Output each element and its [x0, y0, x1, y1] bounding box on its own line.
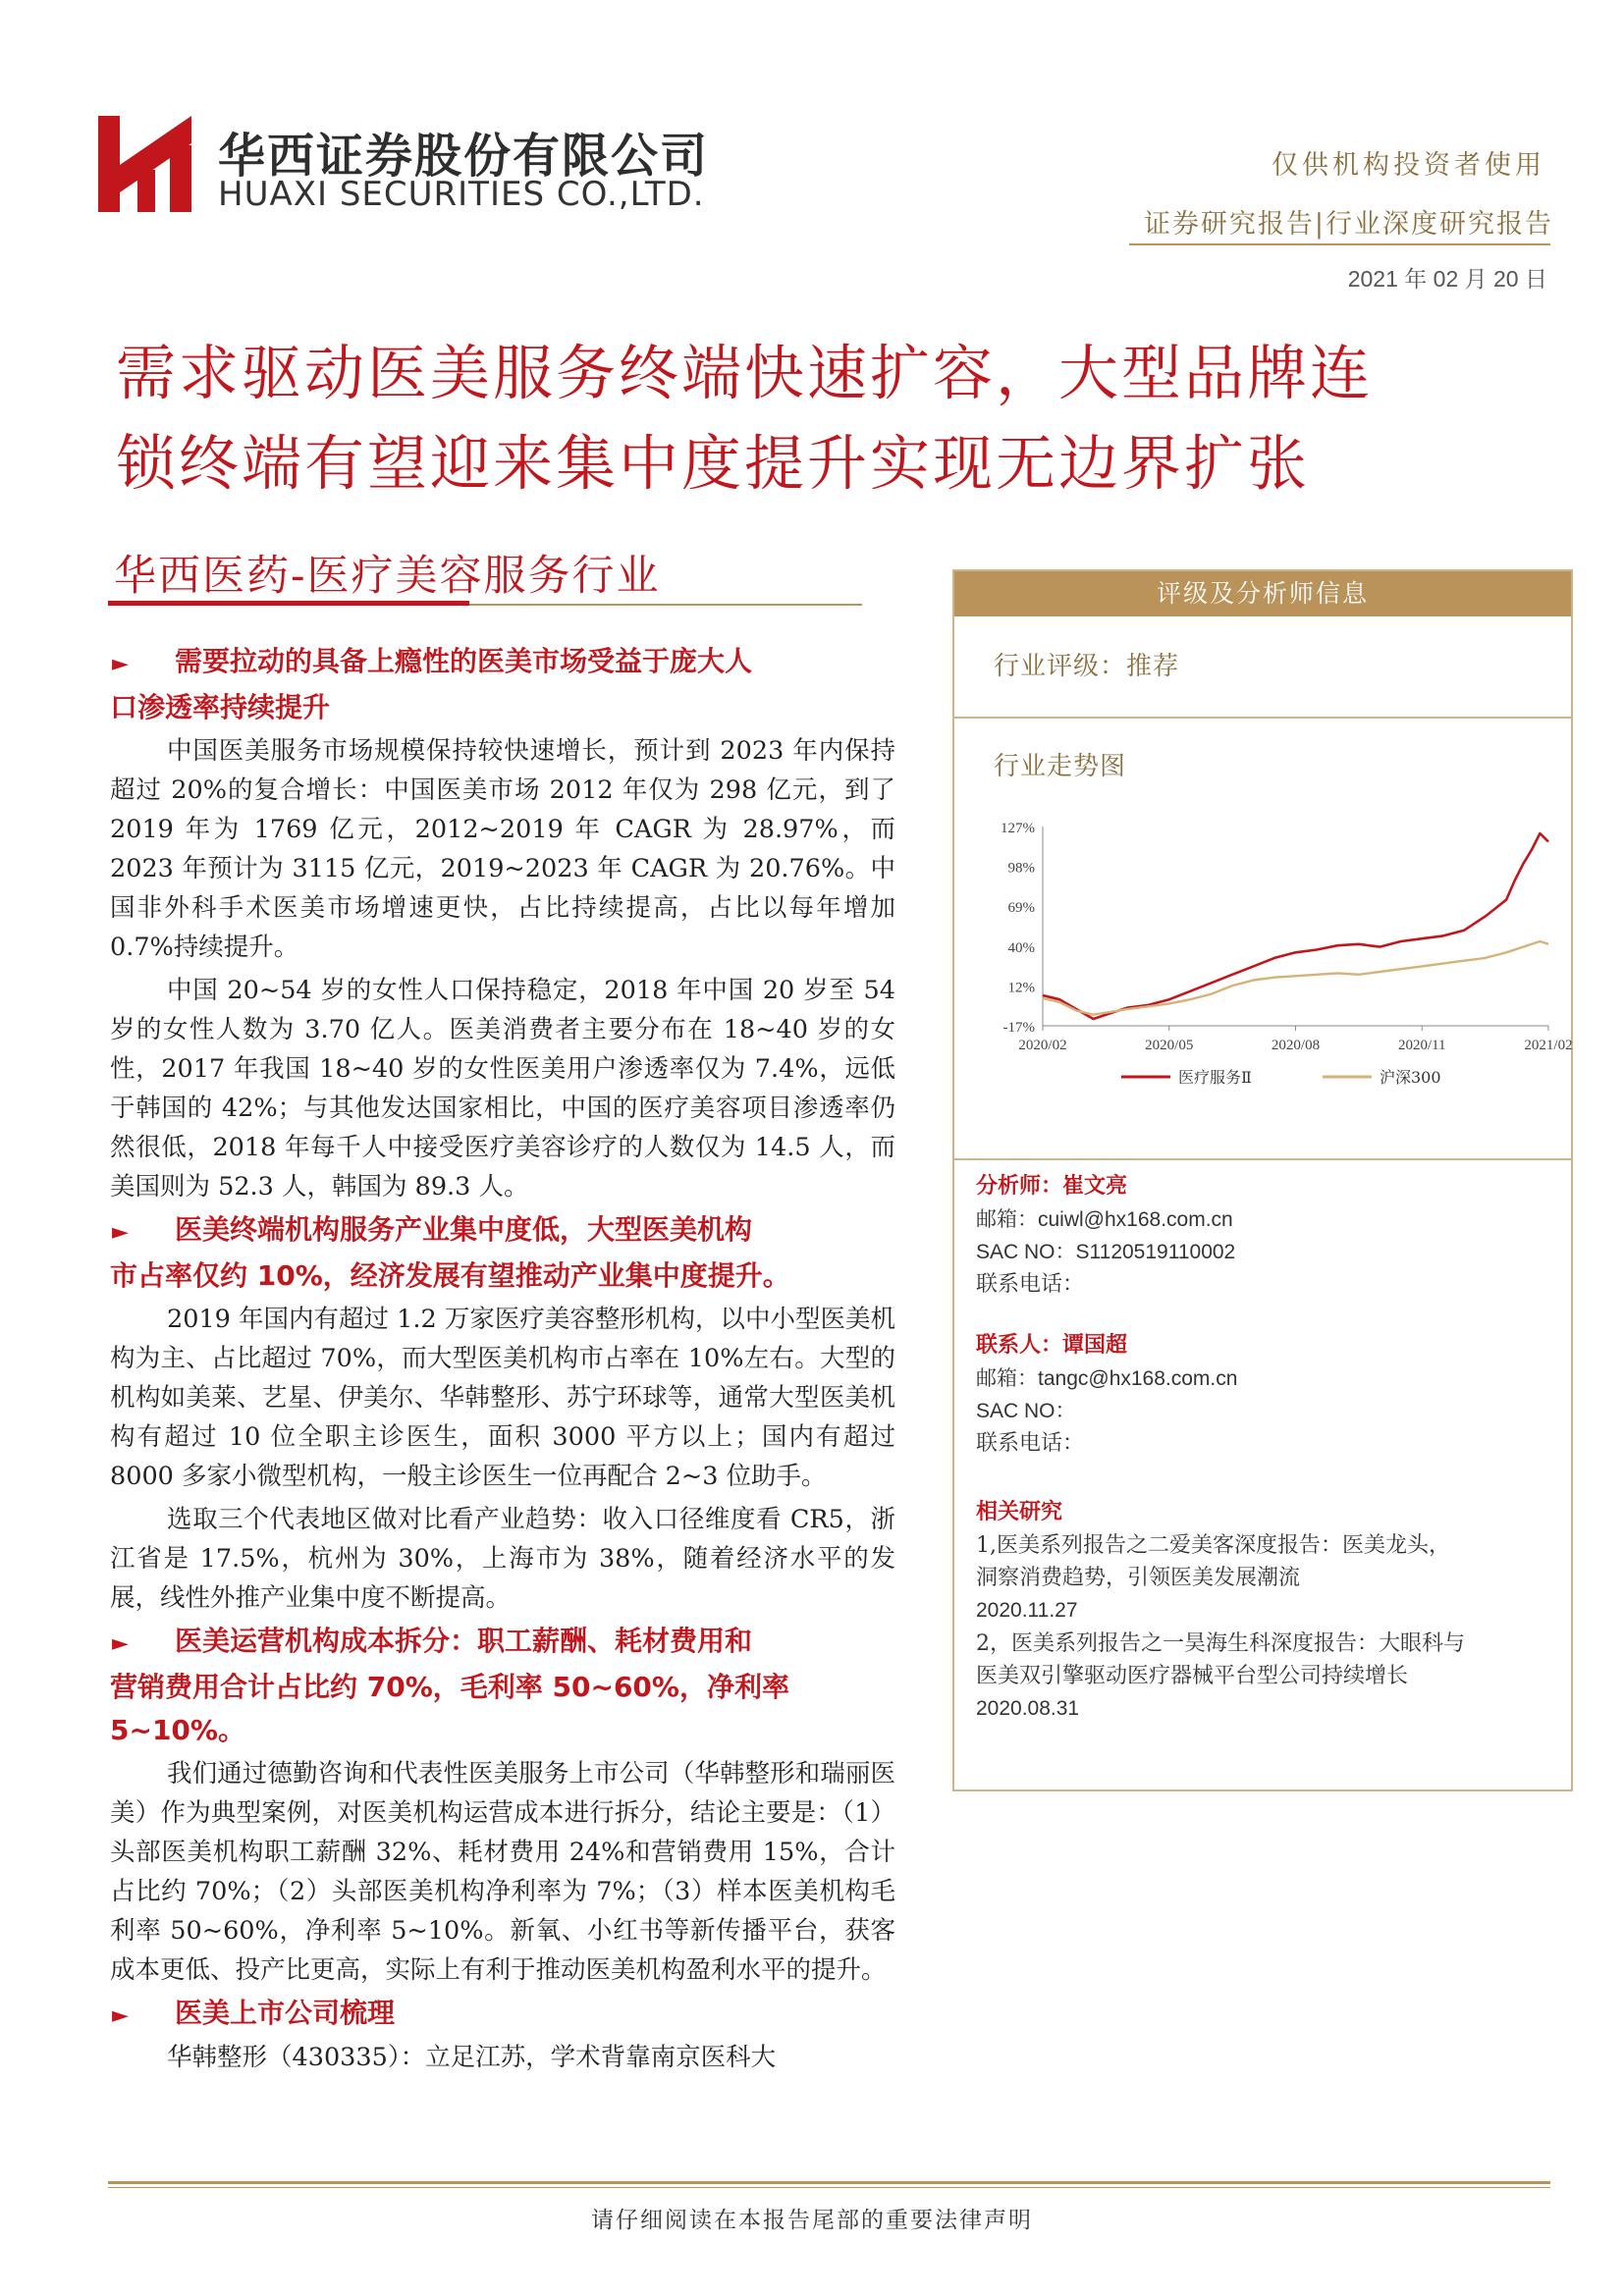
section-underline-red: [108, 601, 469, 606]
industry-trend-chart: [974, 807, 1573, 1106]
analyst-phone: 联系电话：: [976, 1272, 1085, 1297]
related-report-1-line-1[interactable]: 1,医美系列报告之二爱美客深度报告：医美龙头，: [976, 1533, 1450, 1558]
x-tick-label: 2020/05: [1145, 1038, 1194, 1053]
analyst-email[interactable]: 邮箱：cuiwl@hx168.com.cn: [976, 1208, 1233, 1231]
header-divider: [1129, 243, 1550, 245]
key-point-3-line-1: 医美运营机构成本拆分：职工薪酬、耗材费用和: [175, 1625, 753, 1657]
key-point-2-line-1: 医美终端机构服务产业集中度低，大型医美机构: [175, 1213, 753, 1246]
paragraph-regional-cr5: 选取三个代表地区做对比看产业趋势：收入口径维度看 CR5，浙江省是 17.5%，杭州为 30%，上海市为 38%，随着经济水平的发展，线性外推产业集中度不断提高。: [110, 1505, 895, 1613]
footer-divider-thick: [108, 2181, 1550, 2184]
key-point-4: [110, 1992, 895, 2038]
footer-divider-thin: [108, 2187, 1550, 2188]
y-tick-label: 98%: [1007, 860, 1035, 877]
key-point-1-line-1: 需要拉动的具备上瘾性的医美市场受益于庞大人: [175, 645, 753, 677]
analyst-sac: SAC NO：S1120519110002: [976, 1241, 1236, 1263]
analyst-line: [976, 1170, 1127, 1202]
x-tick-label: 2021/02: [1524, 1038, 1573, 1053]
legal-notice: 请仔细阅读在本报告尾部的重要法律声明: [591, 2208, 1033, 2233]
paragraph-institutions: 2019 年国内有超过 1.2 万家医疗美容整形机构，以中小型医美机构为主、占比超过 70%，而大型医美机构市占率在 10%左右。大型的机构如美莱、艺星、伊美尔、华韩整形、苏宁环球等，通常大型医美机构有超过 10 位全职主诊医生，面积 3000 平方以上；国内有超过 8000 多家小微型机构，一般主诊医生一位再配合 2~3 位助手。: [110, 1305, 895, 1491]
contact-name: 谭国超: [1062, 1332, 1128, 1358]
legend-label: 沪深300: [1380, 1068, 1441, 1087]
x-tick-label: 2020/08: [1271, 1038, 1321, 1053]
analyst-name: 崔文亮: [1062, 1173, 1128, 1199]
paragraph-market-size: 中国医美服务市场规模保持较快速增长，预计到 2023 年内保持超过 20%的复合增长：中国医美市场 2012 年仅为 298 亿元，到了 2019 年为 1769 亿元，2012~2019 年 CAGR 为 28.97%，而 2023 年预计为 3115 亿元，2019~2023 年 CAGR 为 20.76%。中国非外科手术医美市场增速更快，占比持续提高，占比以每年增加 0.7%持续提升。: [110, 736, 895, 962]
huaxi-logo-icon: [98, 116, 191, 212]
related-report-2-date: 2020.08.31: [976, 1697, 1080, 1720]
panel-divider: [954, 1158, 1571, 1160]
panel-divider: [954, 717, 1571, 719]
industry-rating: [994, 646, 1179, 682]
related-report-1-line-2[interactable]: 洞察消费趋势，引领医美发展潮流: [976, 1566, 1301, 1590]
contact-phone: 联系电话：: [976, 1431, 1085, 1456]
paragraph-cost-breakdown: 我们通过德勤咨询和代表性医美服务上市公司（华韩整形和瑞丽医美）作为典型案例，对医美机构运营成本进行拆分，结论主要是：（1）头部医美机构职工薪酬 32%、耗材费用 24%和营销费用 15%，合计占比约 70%；（2）头部医美机构净利率为 7%；（3）样本医美机构毛利率 50~60%，净利率 5~10%。新氧、小红书等新传播平台，获客成本更低、投产比更高，实际上有利于推动医美机构盈利水平的提升。: [110, 1759, 895, 1985]
analyst-label: 分析师：: [976, 1173, 1063, 1199]
related-report-2-line-1[interactable]: 2，医美系列报告之一昊海生科深度报告：大眼科与: [976, 1631, 1465, 1656]
company-name-en: HUAXI SECURITIES CO.,LTD.: [218, 175, 705, 214]
y-tick-label: 12%: [1007, 980, 1035, 996]
x-tick-label: 2020/02: [1018, 1038, 1067, 1053]
related-research-label: 相关研究: [976, 1499, 1063, 1524]
key-point-4-line-1: 医美上市公司梳理: [175, 1997, 396, 2029]
paragraph-listed-companies: 华韩整形（430335）：立足江苏，学术背靠南京医科大: [167, 2043, 777, 2072]
report-type: 证券研究报告|行业深度研究报告: [1143, 209, 1553, 240]
panel-header: 评级及分析师信息: [954, 571, 1571, 616]
triangle-bullet-icon: ►: [112, 1631, 129, 1656]
summary-column: [110, 640, 895, 2077]
trend-chart-label: 行业走势图: [994, 752, 1127, 781]
related-report-2-line-2[interactable]: 医美双引擎驱动医疗器械平台型公司持续增长: [976, 1664, 1409, 1688]
triangle-bullet-icon: ►: [112, 652, 129, 676]
rating-value: 推荐: [1126, 652, 1180, 681]
key-point-1-line-2: 口渗透率持续提升: [110, 691, 331, 723]
legend-label: 医疗服务Ⅱ: [1178, 1068, 1252, 1087]
rating-label: 行业评级：: [994, 652, 1127, 681]
x-tick-label: 2020/11: [1397, 1038, 1446, 1053]
contact-email[interactable]: 邮箱：tangc@hx168.com.cn: [976, 1367, 1238, 1390]
related-research-title: [976, 1496, 1062, 1528]
key-point-2: [110, 1208, 895, 1298]
y-tick-label: 69%: [1007, 900, 1035, 917]
y-tick-label: 127%: [1001, 821, 1035, 836]
section-title: 华西医药-医疗美容服务行业: [114, 552, 661, 601]
y-tick-label: 40%: [1007, 939, 1035, 956]
contact-line: [976, 1329, 1127, 1362]
key-point-3-line-2: 营销费用合计占比约 70%，毛利率 50~60%，净利率: [110, 1671, 789, 1703]
investor-note: 仅供机构投资者使用: [1272, 150, 1545, 181]
triangle-bullet-icon: ►: [112, 1220, 129, 1245]
key-point-2-line-2: 市占率仅约 10%，经济发展有望推动产业集中度提升。: [110, 1259, 790, 1292]
triangle-bullet-icon: ►: [112, 2003, 129, 2028]
contact-label: 联系人：: [976, 1332, 1063, 1358]
report-title-line-2: 锁终端有望迎来集中度提升实现无边界扩张: [116, 429, 1311, 499]
contact-sac: SAC NO：: [976, 1400, 1076, 1422]
key-point-1: [110, 640, 895, 729]
company-name-cn: 华西证券股份有限公司: [218, 129, 710, 184]
analyst-info-panel: [952, 569, 1573, 1791]
y-tick-label: -17%: [1002, 1020, 1035, 1036]
series-line-1: [1043, 833, 1548, 1019]
report-title-line-1: 需求驱动医美服务终端快速扩容，大型品牌连: [116, 339, 1374, 408]
paragraph-penetration: 中国 20~54 岁的女性人口保持稳定，2018 年中国 20 岁至 54 岁的女性人数为 3.70 亿人。医美消费者主要分布在 18~40 岁的女性，2017 年我国 18~40 岁的女性医美用户渗透率仅为 7.4%，远低于韩国的 42%；与其他发达国家相比，中国的医疗美容项目渗透率仍然很低，2018 年每千人中接受医疗美容诊疗的人数仅为 14.5 人，而美国则为 52.3 人，韩国为 89.3 人。: [110, 976, 895, 1201]
key-point-3: [110, 1620, 895, 1752]
related-report-1-date: 2020.11.27: [976, 1599, 1078, 1622]
report-date: 2021 年 02 月 20 日: [1347, 266, 1547, 292]
key-point-3-line-3: 5~10%。: [110, 1714, 245, 1746]
section-underline-gold: [469, 604, 862, 606]
